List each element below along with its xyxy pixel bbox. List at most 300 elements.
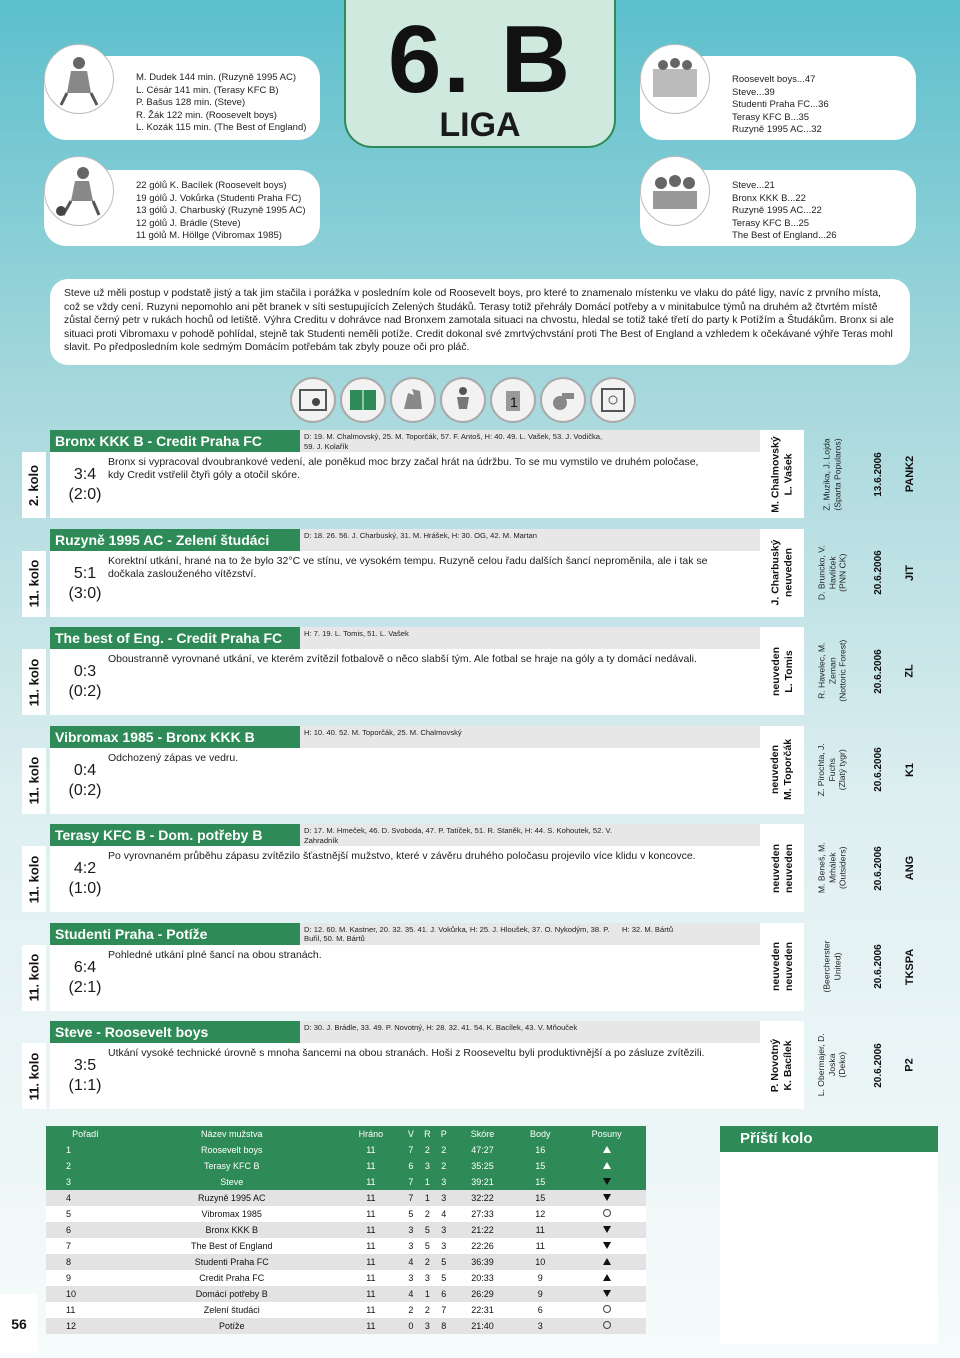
halftime-score: (0:2) (68, 781, 102, 799)
rank: 4 (46, 1190, 125, 1206)
match-venue: TKSPA (904, 948, 916, 985)
referee-line: (Nottoric Forest) (837, 639, 848, 703)
match-card (22, 627, 938, 715)
team-name: Studenti Praha FC (125, 1254, 339, 1270)
wins: 0 (403, 1318, 419, 1334)
points: 9 (513, 1270, 567, 1286)
referee-col (804, 1021, 860, 1109)
best-players-col (760, 923, 804, 1011)
best-player: neuveden (782, 547, 795, 598)
played: 11 (339, 1302, 403, 1318)
final-score: 3:5 (73, 1057, 97, 1074)
best-players-col (760, 430, 804, 518)
best-player: L. Vašek (782, 452, 795, 496)
goals-scored-team: Studenti Praha FC...36 (732, 99, 829, 110)
goal-score: 32:22 (452, 1190, 514, 1206)
table-header: Pořadí (46, 1126, 125, 1142)
best-player: K. Bacílek (782, 1039, 795, 1091)
team-photo-conceded (640, 156, 710, 226)
movement-icon (567, 1286, 646, 1302)
points: 15 (513, 1190, 567, 1206)
table-row (46, 1142, 646, 1158)
arrow-up-icon (603, 1162, 611, 1169)
match-details (760, 726, 928, 814)
next-round-box (720, 1126, 938, 1344)
played: 11 (339, 1254, 403, 1270)
referee-col (804, 726, 860, 814)
points: 15 (513, 1174, 567, 1190)
match-scorers (300, 726, 760, 748)
match-teams: Bronx KKK B - Credit Praha FC (50, 430, 300, 452)
losses: 3 (436, 1190, 452, 1206)
match-details (760, 923, 928, 1011)
match-venue: JIT (904, 564, 916, 581)
match-report: Utkání vysoké technické úrovně s mnoha šancemi na obou stranách. Hoši z Rooseveltu byli produktivnější a po zásluze zvítězili. (108, 1047, 705, 1059)
scorers-extra: H: 32. M. Bártů (622, 924, 674, 934)
team-name: The Best of England (125, 1238, 339, 1254)
draws: 2 (419, 1142, 436, 1158)
wins: 2 (403, 1302, 419, 1318)
match-body (50, 1043, 760, 1109)
rank: 11 (46, 1302, 125, 1318)
goal-scorer: 19 gólů J. Vokůrka (Studenti Praha FC) (136, 192, 302, 204)
referee-line: L. Obermajer, D. (816, 1033, 827, 1097)
arrow-up-icon (603, 1258, 611, 1265)
points: 6 (513, 1302, 567, 1318)
losses: 5 (436, 1254, 452, 1270)
match-body (50, 452, 760, 518)
goals-conceded-team: Steve...21 (732, 180, 775, 191)
match-body (50, 551, 760, 617)
page-number: 56 (0, 1294, 38, 1354)
match-teams: Vibromax 1985 - Bronx KKK B (50, 726, 300, 748)
scorers-text: D: 30. J. Brádle, 33. 49. P. Novotný, H: 28. 32. 41. 54. K. Bacílek, 43. V. Mňouček (304, 1023, 578, 1032)
best-player: L. Tomis (782, 649, 795, 693)
minutes-leader: L. Kozák 115 min. (The Best of England) (136, 122, 307, 133)
standings-table (46, 1126, 646, 1334)
referee-line: M. Beneš, M. (816, 842, 827, 894)
draws: 1 (419, 1286, 436, 1302)
match-venue-col (894, 430, 926, 518)
minutes-leader: P. Bašus 128 min. (Steve) (136, 97, 246, 108)
movement-icon (567, 1302, 646, 1318)
round-label: 11. kolo (22, 945, 46, 1011)
rank: 5 (46, 1206, 125, 1222)
match-report: Po vyrovnaném průběhu zápasu zvítězilo šťastnější mužstvo, které v závěru druhého poločasu projevilo více klidu v koncovce. (108, 850, 696, 862)
team-name: Vibromax 1985 (125, 1206, 339, 1222)
player-icon (440, 377, 486, 423)
best-player: neuveden (769, 843, 782, 893)
table-header: R (419, 1126, 436, 1142)
minutes-leader: L. Césár 141 min. (Terasy KFC B) (136, 84, 279, 96)
goal-score: 21:22 (452, 1222, 514, 1238)
match-venue-col (894, 1021, 926, 1109)
referee-col (804, 529, 860, 617)
goal-score: 39:21 (452, 1174, 514, 1190)
goals-conceded-team: Ruzyně 1995 AC...22 (732, 205, 822, 216)
goal-score: 20:33 (452, 1270, 514, 1286)
match-venue-col (894, 923, 926, 1011)
table-row (46, 1174, 646, 1190)
wins: 4 (403, 1254, 419, 1270)
minutes-leader: R. Žák 122 min. (Roosevelt boys) (136, 109, 277, 121)
goal-scorer: 12 gólů J. Brádle (Steve) (136, 217, 241, 229)
match-report: Korektní utkání, hrané na to že bylo 32°C ve stínu, ve vysokém tempu. Ruzyně celou řadu dalších šancí neproměnila, ale i tak se dočkala zaslouženého vítězství. (108, 554, 708, 580)
referee-line: Joska (826, 1053, 837, 1077)
draws: 3 (419, 1318, 436, 1334)
referee-line: United) (832, 952, 842, 981)
played: 11 (339, 1206, 403, 1222)
goal-scorer: 13 gólů J. Charbuský (Ruzyně 1995 AC) (136, 205, 306, 216)
referee-col (804, 430, 860, 518)
wins: 3 (403, 1222, 419, 1238)
wins: 4 (403, 1286, 419, 1302)
goals-conceded-team: Bronx KKK B...22 (732, 192, 806, 204)
table-row (46, 1286, 646, 1302)
movement-icon (567, 1318, 646, 1334)
played: 11 (339, 1222, 403, 1238)
best-player: neuveden (769, 745, 782, 795)
halftime-score: (3:0) (68, 584, 102, 602)
pitch-icon (340, 377, 386, 423)
referee-line: (PNN CK) (837, 553, 848, 592)
scorers-text: H: 10. 40. 52. M. Toporčák, 25. M. Chalmovský (304, 727, 462, 737)
match-date-col (860, 726, 896, 814)
draws: 2 (419, 1206, 436, 1222)
goals-conceded-team: The Best of England...26 (732, 230, 837, 241)
best-player: neuveden (782, 941, 795, 992)
match-venue-col (894, 824, 926, 912)
goal-net-icon (290, 377, 336, 423)
played: 11 (339, 1174, 403, 1190)
match-venue: K1 (904, 762, 916, 777)
rank: 6 (46, 1222, 125, 1238)
halftime-score: (1:0) (68, 880, 102, 897)
wins: 7 (403, 1142, 419, 1158)
table-row (46, 1206, 646, 1222)
losses: 2 (436, 1142, 452, 1158)
referee-line: (Sparta Popularos) (832, 437, 843, 511)
match-details (760, 529, 928, 617)
goal-score: 21:40 (452, 1318, 514, 1334)
best-players-col (760, 529, 804, 617)
movement-icon (567, 1254, 646, 1270)
table-header: V (403, 1126, 419, 1142)
table-row (46, 1190, 646, 1206)
round-label: 2. kolo (22, 452, 46, 518)
final-score: 3:4 (73, 466, 97, 483)
losses: 6 (436, 1286, 452, 1302)
rank: 7 (46, 1238, 125, 1254)
referee-col (804, 627, 860, 715)
best-players-col (760, 726, 804, 814)
final-score: 4:2 (73, 860, 97, 877)
rank: 10 (46, 1286, 125, 1302)
referee-line: (Zlatý tygr) (837, 748, 848, 791)
match-scorers (300, 627, 760, 649)
match-date: 20.6.2006 (872, 747, 884, 792)
goals-conceded-team: Terasy KFC B...25 (732, 217, 810, 229)
league-title (344, 0, 616, 148)
arrow-down-icon (603, 1226, 611, 1233)
match-teams: The best of Eng. - Credit Praha FC (50, 627, 300, 649)
points: 12 (513, 1206, 567, 1222)
referee-line: (Beercherster (821, 940, 832, 993)
arrow-down-icon (603, 1178, 611, 1185)
draws: 2 (419, 1302, 436, 1318)
match-date: 20.6.2006 (872, 550, 884, 595)
match-body (50, 846, 760, 912)
match-venue-col (894, 627, 926, 715)
played: 11 (339, 1270, 403, 1286)
circle-icon (603, 1209, 611, 1217)
table-header: Posuny (567, 1126, 646, 1142)
draws: 3 (419, 1270, 436, 1286)
movement-icon (567, 1206, 646, 1222)
match-report: Odchozený zápas ve vedru. (108, 751, 239, 764)
match-venue: ZL (903, 664, 916, 678)
draws: 2 (419, 1254, 436, 1270)
points: 3 (513, 1318, 567, 1334)
field-icon (590, 377, 636, 423)
goal-score: 26:29 (452, 1286, 514, 1302)
match-report: Bronx si vypracoval dvoubrankové vedení, ale poněkud moc brzy začal hrát na údržbu. To se mu vymstilo ve druhém poločase, kdy Credit vstřelil čtyři góly a otočil skóre. (108, 456, 699, 482)
wins: 3 (403, 1270, 419, 1286)
match-details (760, 824, 928, 912)
losses: 4 (436, 1206, 452, 1222)
circle-icon (603, 1321, 611, 1329)
points: 15 (513, 1158, 567, 1174)
match-scorers (300, 923, 760, 945)
best-player: neuveden (769, 646, 782, 696)
halftime-score: (2:0) (68, 486, 102, 503)
match-venue-col (894, 529, 926, 617)
match-teams: Studenti Praha - Potíže (50, 923, 300, 945)
points: 11 (513, 1222, 567, 1238)
league-title-number: 6. B (387, 6, 573, 113)
wins: 7 (403, 1174, 419, 1190)
match-scorers (300, 430, 760, 452)
team-name: Potíže (125, 1318, 339, 1334)
draws: 1 (419, 1190, 436, 1206)
round-label: 11. kolo (22, 846, 46, 912)
player-photo-minutes (44, 44, 114, 114)
draws: 5 (419, 1222, 436, 1238)
played: 11 (339, 1238, 403, 1254)
referee-line: Z. Muzika, J. Lojda (821, 437, 832, 511)
losses: 3 (436, 1174, 452, 1190)
draws: 5 (419, 1238, 436, 1254)
team-name: Domácí potřeby B (125, 1286, 339, 1302)
losses: 5 (436, 1270, 452, 1286)
intro-paragraph: Steve už měli postup v podstatě jistý a tak jim stačila i porážka v posledním kole od Roosevelt boys, pro které to znamenalo místenku ve vlaku do páté ligy, navíc z prvního místa, což se vždy cení. Ruzyni nepomohlo ani pět branek v síti sestupujících Zelených študáků. Terasy totiž přehrály Domácí potřeby a v minitabulce týmů na druhém až čtvrtém místě zůstal černý petr v rukách hochů od letiště. Výhra Creditu v dohrávce nad Bronxem zamotala situaci na chvostu, hledal se totiž také třetí do party k Potížím a Študákům. Bronx si ale situaci proti Vibromaxu v pohodě pohlídal, stejně tak Studenti neměli potíže. Credit dokonal své zmrtvýchvstání proti The Best of England a vzhledem k očekávané výhře Teras mohl slavit. Po předposledním kole sedmým Domácím potřebám tak zbyly pouze oči pro pláč. (50, 279, 910, 365)
league-title-sub: LIGA (439, 106, 521, 144)
arrow-up-icon (603, 1146, 611, 1153)
team-photo-scored (640, 44, 710, 114)
referee-col (804, 824, 860, 912)
rank: 8 (46, 1254, 125, 1270)
best-player: neuveden (782, 843, 795, 893)
played: 11 (339, 1190, 403, 1206)
referee-col (804, 923, 860, 1011)
referee-line: (Deko) (837, 1052, 848, 1078)
referee-line: D. Bruncko, V. (816, 545, 827, 600)
losses: 7 (436, 1302, 452, 1318)
scorers-text: D: 19. M. Chalmovský, 25. M. Toporčák, 57. F. Antoš, H: 40. 49. L. Vašek, 53. J. Vodička, 59. J. Kolařík (304, 432, 603, 451)
best-player: J. Charbuský (769, 539, 782, 606)
losses: 8 (436, 1318, 452, 1334)
movement-icon (567, 1158, 646, 1174)
losses: 3 (436, 1222, 452, 1238)
draws: 1 (419, 1174, 436, 1190)
rank: 2 (46, 1158, 125, 1174)
match-teams: Terasy KFC B - Dom. potřeby B (50, 824, 300, 846)
match-scorers (300, 824, 760, 846)
best-players-col (760, 1021, 804, 1109)
match-venue: ANG (903, 855, 916, 881)
match-date-col (860, 1021, 896, 1109)
match-details (760, 1021, 928, 1109)
goals-scored-team: Steve...39 (732, 86, 775, 98)
goal-score: 22:26 (452, 1238, 514, 1254)
match-card (22, 923, 938, 1011)
goal-score: 47:27 (452, 1142, 514, 1158)
best-player: M. Chalmovský (769, 435, 782, 513)
goal-score: 22:31 (452, 1302, 514, 1318)
svg-text:1: 1 (510, 394, 518, 410)
final-score: 6:4 (73, 958, 97, 976)
match-venue: PANK2 (904, 455, 917, 493)
table-row (46, 1222, 646, 1238)
table-row (46, 1302, 646, 1318)
goals-scored-team: Ruzyně 1995 AC...32 (732, 124, 822, 135)
referee-line: R. Havelec, M. (816, 642, 827, 700)
final-score: 0:4 (73, 761, 97, 779)
match-date: 20.6.2006 (872, 1042, 884, 1088)
round-label: 11. kolo (22, 551, 46, 617)
referee-line: (Outsiders) (837, 846, 848, 890)
best-players-col (760, 627, 804, 715)
rank: 9 (46, 1270, 125, 1286)
whistle-icon (540, 377, 586, 423)
match-date-col (860, 824, 896, 912)
points: 11 (513, 1238, 567, 1254)
best-player: P. Novotný (769, 1038, 782, 1092)
match-body (50, 748, 760, 814)
round-label: 11. kolo (22, 748, 46, 814)
match-card (22, 726, 938, 814)
round-label: 11. kolo (22, 1043, 46, 1109)
scorers-text: H: 7. 19. L. Tomis, 51. L. Vašek (304, 629, 409, 638)
table-row (46, 1158, 646, 1174)
final-score: 5:1 (73, 564, 97, 582)
match-card (22, 824, 938, 912)
played: 11 (339, 1142, 403, 1158)
scorers-text: D: 12. 60. M. Kastner, 20. 32. 35. 41. J. Vokůrka, H: 25. J. Hloušek, 37. O. Nykodým, 38. P. Buřil, 50. M. Bártů (304, 924, 610, 943)
goal-scorer: 11 gólů M. Höllge (Vibromax 1985) (136, 230, 282, 241)
player-photo-goals (44, 156, 114, 226)
halftime-score: (1:1) (68, 1077, 102, 1094)
arrow-down-icon (603, 1290, 611, 1297)
match-body (50, 649, 760, 715)
halftime-score: (0:2) (68, 683, 102, 700)
match-date-col (860, 923, 896, 1011)
rank: 3 (46, 1174, 125, 1190)
best-players-col (760, 824, 804, 912)
arrow-up-icon (603, 1274, 611, 1281)
match-teams: Ruzyně 1995 AC - Zelení študáci (50, 529, 300, 551)
final-score: 0:3 (73, 663, 97, 680)
best-player: neuveden (769, 941, 782, 992)
table-header: Název mužstva (125, 1126, 339, 1142)
draws: 3 (419, 1158, 436, 1174)
best-player: M. Toporčák (782, 738, 794, 801)
table-row (46, 1238, 646, 1254)
movement-icon (567, 1238, 646, 1254)
match-details (760, 430, 928, 518)
goal-scorer: 22 gólů K. Bacílek (Roosevelt boys) (136, 180, 287, 191)
match-venue-col (894, 726, 926, 814)
match-date: 20.6.2006 (872, 648, 884, 694)
table-row (46, 1318, 646, 1334)
referee-line: Mrhálek (826, 852, 837, 884)
movement-icon (567, 1190, 646, 1206)
wins: 6 (403, 1158, 419, 1174)
match-date-col (860, 529, 896, 617)
scorers-text: D: 18. 26. 56. J. Charbuský, 31. M. Hrášek, H: 30. OG, 42. M. Martan (304, 530, 537, 540)
table-row (46, 1254, 646, 1270)
match-date: 20.6.2006 (872, 845, 884, 891)
match-date: 13.6.2006 (872, 451, 884, 497)
team-name: Credit Praha FC (125, 1270, 339, 1286)
glove-icon (390, 377, 436, 423)
team-name: Roosevelt boys (125, 1142, 339, 1158)
goal-score: 35:25 (452, 1158, 514, 1174)
goals-scored-team: Roosevelt boys...47 (732, 74, 816, 85)
table-header: Hráno (339, 1126, 403, 1142)
round-label: 11. kolo (22, 649, 46, 715)
points: 16 (513, 1142, 567, 1158)
table-header: Body (513, 1126, 567, 1142)
referee-line: Havlíček (826, 556, 837, 589)
referee-line: Zeman (826, 657, 837, 685)
match-report: Oboustranně vyrovnané utkání, ve kterém zvítězil fotbalově o něco slabší tým. Ale fotbal se hraje na góly a ty domácí nedávali. (108, 653, 697, 665)
goal-score: 27:33 (452, 1206, 514, 1222)
losses: 2 (436, 1158, 452, 1174)
goals-scored-team: Terasy KFC B...35 (732, 111, 810, 123)
table-header: Skóre (452, 1126, 514, 1142)
match-card (22, 430, 938, 518)
halftime-score: (2:1) (68, 978, 102, 996)
minutes-leader: M. Dudek 144 min. (Ruzyně 1995 AC) (136, 72, 296, 83)
shirt-number-icon (490, 377, 536, 423)
goal-score: 36:39 (452, 1254, 514, 1270)
losses: 3 (436, 1238, 452, 1254)
match-card (22, 1021, 938, 1109)
played: 11 (339, 1286, 403, 1302)
referee-line: Z. Pirochta, J. (816, 742, 827, 797)
team-name: Bronx KKK B (125, 1222, 339, 1238)
arrow-down-icon (603, 1194, 611, 1201)
table-row (46, 1270, 646, 1286)
match-card (22, 529, 938, 617)
points: 10 (513, 1254, 567, 1270)
match-venue: P2 (904, 1058, 916, 1072)
wins: 3 (403, 1238, 419, 1254)
wins: 7 (403, 1190, 419, 1206)
team-name: Terasy KFC B (125, 1158, 339, 1174)
match-report: Pohledné utkání plné šancí na obou stranách. (108, 948, 322, 961)
